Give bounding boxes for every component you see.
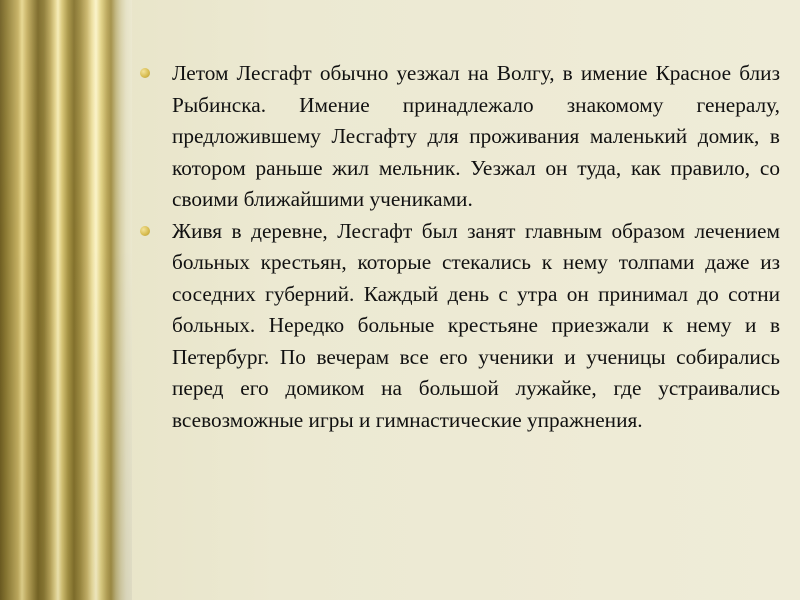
- bullet-list: [138, 58, 780, 436]
- decorative-gold-band: [0, 0, 132, 600]
- bullet-text-2: Живя в деревне, Лесгафт был занят главным образом лечением больных крестьян, которые стекались к нему толпами даже из соседних губерний. Каждый день с утра он принимал до сотни больных. Нередко больные крестьяне приезжали к нему и в Петербург. По вечерам все его ученики и ученицы собирались перед его домиком на большой лужайке, где устраивались всевозможные игры и гимнастические упражнения.: [172, 218, 780, 432]
- bullet-item-2: [138, 216, 780, 437]
- bullet-text-1: Летом Лесгафт обычно уезжал на Волгу, в имение Красное близ Рыбинска. Имение принадлежало знакомому генералу, предложившему Лесгафту для проживания маленький домик, в котором раньше жил мельник. Уезжал он туда, как правило, со своими ближайшими учениками.: [172, 61, 780, 211]
- bullet-dot-icon: [140, 68, 150, 78]
- bullet-item-1: [138, 58, 780, 216]
- bullet-dot-icon: [140, 226, 150, 236]
- slide-content: [138, 58, 780, 436]
